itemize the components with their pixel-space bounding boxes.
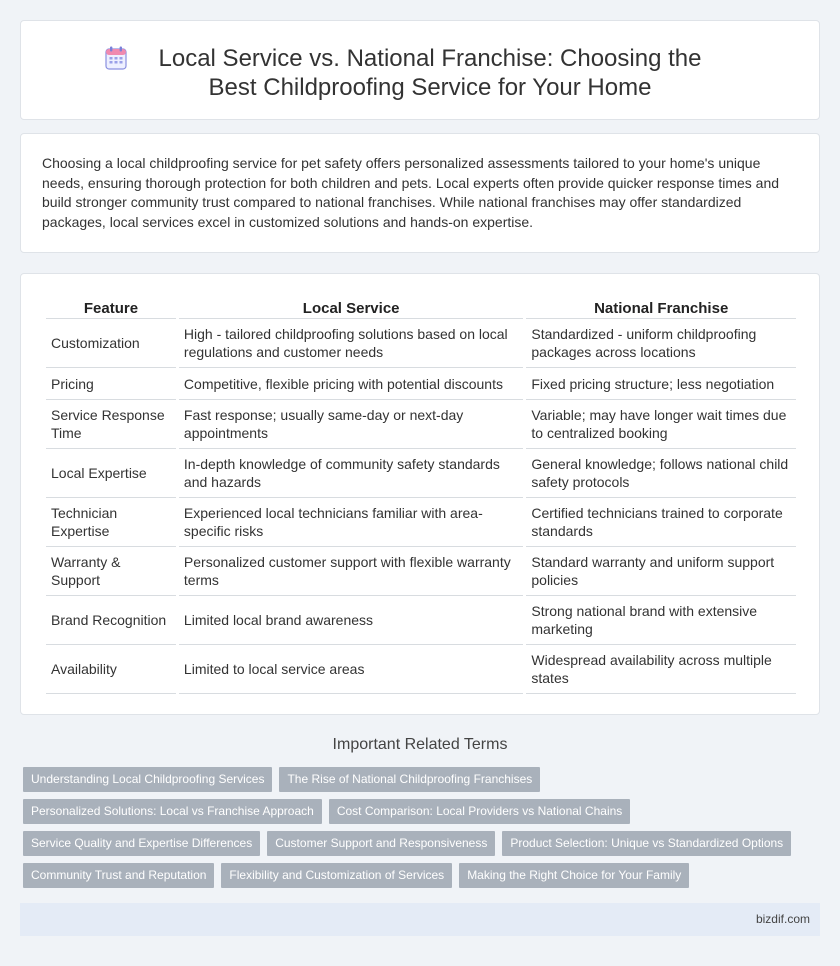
national-cell: Standardized - uniform childproofing packages across locations (526, 319, 796, 368)
title-card (20, 20, 820, 120)
national-cell: Fixed pricing structure; less negotiation (526, 368, 796, 400)
feature-cell: Local Expertise (46, 449, 176, 498)
feature-cell: Pricing (46, 368, 176, 400)
national-cell: Standard warranty and uniform support policies (526, 547, 796, 596)
local-cell: In-depth knowledge of community safety standards and hazards (179, 449, 523, 498)
feature-cell: Brand Recognition (46, 596, 176, 645)
table-row (46, 400, 796, 449)
tag-row (23, 831, 803, 856)
tag-row (23, 863, 803, 888)
feature-cell: Customization (46, 319, 176, 368)
local-cell: Limited local brand awareness (179, 596, 523, 645)
related-term-link[interactable]: Community Trust and Reputation (23, 863, 214, 888)
related-terms-heading: Important Related Terms (332, 736, 508, 753)
page-title: Local Service vs. National Franchise: Choosing the Best Childproofing Service for Your Home (158, 45, 702, 101)
tag-row (23, 767, 803, 792)
related-term-link[interactable]: Cost Comparison: Local Providers vs National Chains (329, 799, 630, 824)
related-term-link[interactable]: Making the Right Choice for Your Family (459, 863, 689, 888)
table-row (46, 498, 796, 547)
footer (20, 903, 820, 936)
comparison-table (43, 294, 799, 694)
local-cell: Experienced local technicians familiar with area-specific risks (179, 498, 523, 547)
intro-card (20, 133, 820, 253)
comparison-card (20, 273, 820, 715)
table-row (46, 319, 796, 368)
header-local-service: Local Service (179, 294, 523, 319)
related-term-link[interactable]: The Rise of National Childproofing Franchises (279, 767, 540, 792)
national-cell: Variable; may have longer wait times due to centralized booking (526, 400, 796, 449)
related-term-link[interactable]: Understanding Local Childproofing Services (23, 767, 272, 792)
local-cell: Fast response; usually same-day or next-day appointments (179, 400, 523, 449)
related-term-link[interactable]: Customer Support and Responsiveness (267, 831, 495, 856)
national-cell: General knowledge; follows national child safety protocols (526, 449, 796, 498)
local-cell: High - tailored childproofing solutions based on local regulations and customer needs (179, 319, 523, 368)
table-header-row (46, 294, 796, 319)
local-cell: Limited to local service areas (179, 645, 523, 694)
intro-paragraph: Choosing a local childproofing service for pet safety offers personalized assessments tailored to your home's unique needs, ensuring thorough protection for both children and pets. Local experts often provide quicker response times and build stronger community trust compared to national franchises. While national franchises may offer standardized packages, local services excel in customized solutions and hands-on expertise. (42, 155, 780, 230)
local-cell: Personalized customer support with flexible warranty terms (179, 547, 523, 596)
table-row (46, 645, 796, 694)
national-cell: Strong national brand with extensive marketing (526, 596, 796, 645)
feature-cell: Availability (46, 645, 176, 694)
local-cell: Competitive, flexible pricing with potential discounts (179, 368, 523, 400)
related-term-link[interactable]: Flexibility and Customization of Services (221, 863, 452, 888)
related-term-link[interactable]: Service Quality and Expertise Differences (23, 831, 260, 856)
national-cell: Widespread availability across multiple states (526, 645, 796, 694)
related-term-link[interactable]: Product Selection: Unique vs Standardized Options (502, 831, 791, 856)
feature-cell: Service Response Time (46, 400, 176, 449)
tag-row (23, 799, 803, 824)
related-term-link[interactable]: Personalized Solutions: Local vs Franchise Approach (23, 799, 322, 824)
header-feature: Feature (46, 294, 176, 319)
table-row (46, 596, 796, 645)
feature-cell: Warranty & Support (46, 547, 176, 596)
header-national-franchise: National Franchise (526, 294, 796, 319)
table-row (46, 368, 796, 400)
site-name[interactable]: bizdif.com (755, 912, 810, 926)
national-cell: Certified technicians trained to corporate standards (526, 498, 796, 547)
feature-cell: Technician Expertise (46, 498, 176, 547)
related-terms-list (23, 767, 803, 895)
table-row (46, 547, 796, 596)
table-row (46, 449, 796, 498)
